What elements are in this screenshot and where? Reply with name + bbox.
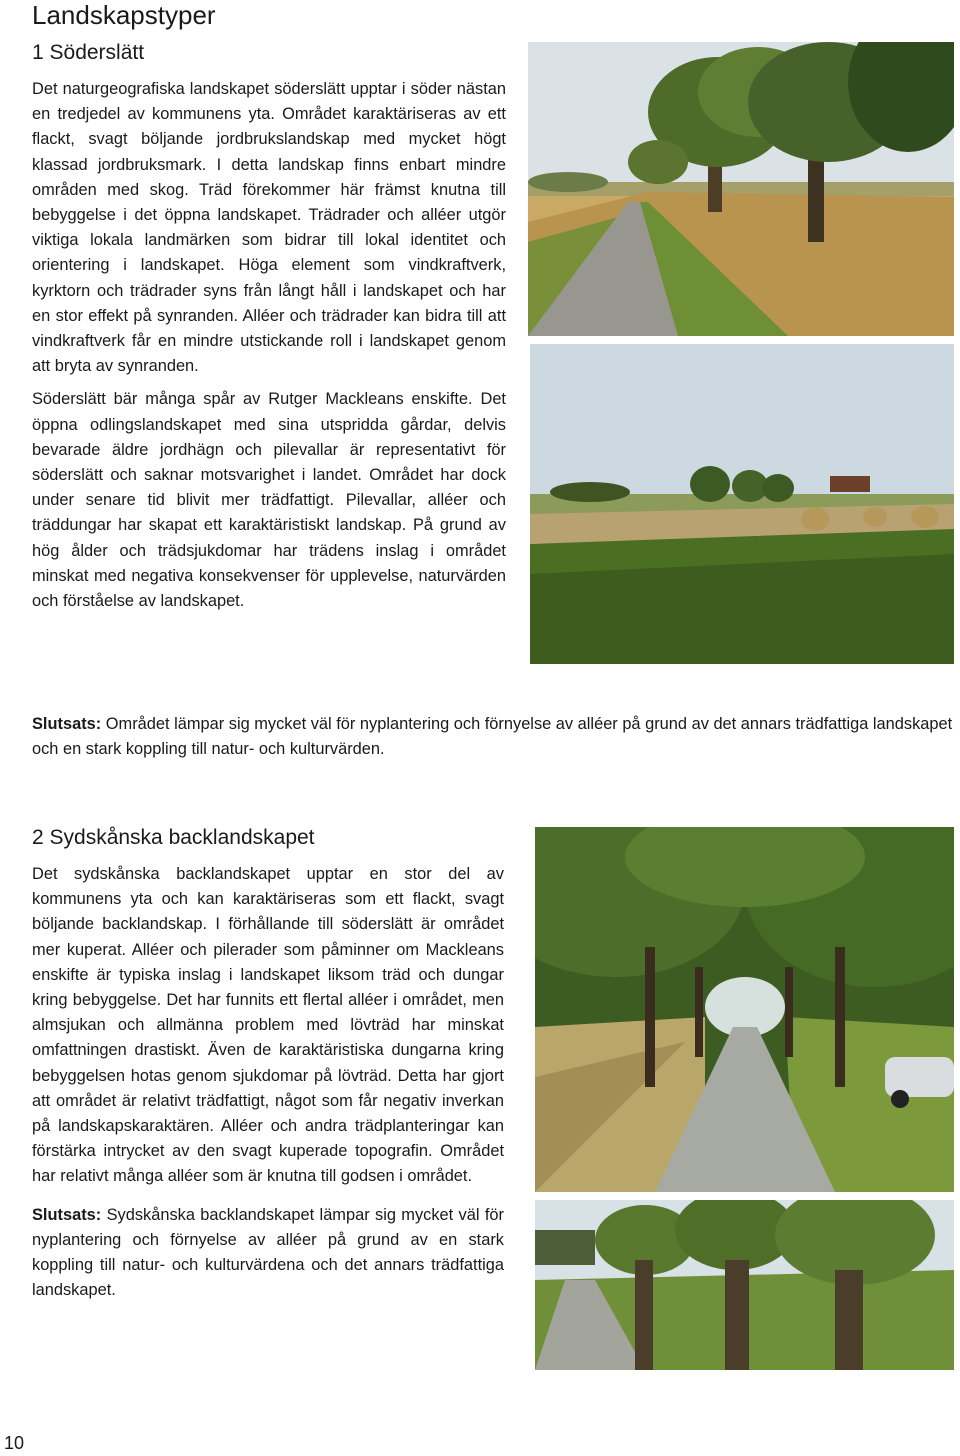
section-2-conclusion [32, 1203, 504, 1304]
section-2-conclusion-label: Slutsats: [32, 1205, 102, 1224]
field-hay-bales-photo [530, 344, 954, 664]
tree-avenue-photo [535, 827, 954, 1192]
willow-lined-road-photo [528, 42, 954, 336]
section-1-paragraph-1: Det naturgeografiska landskapet söderslätt upptar i söder nästan en tredjedel av kommunens yta. Området karaktäriseras av ett flackt, svagt böljande jordbrukslandskap med mycket högt klassad jordbruksmark. I detta landskap finns enbart mindre områden med skog. Träd förekommer här främst knutna till bebyggelse i det öppna landskapet. Trädrader och alléer utgör viktiga lokala landmärken som bidrar till lokal identitet och orientering i landskapet. Höga element som vindkraftverk, kyrktorn och trädrader syns från långt håll i landskapet och har en stor effekt på synranden. Alléer och trädrader kan bidra till att vindkraftverk får en mindre utstickande roll i landskapet genom att bryta av synranden. [32, 80, 506, 376]
section-1-conclusion [32, 712, 956, 762]
pollarded-willows-road-photo [535, 1200, 954, 1370]
section-2-heading: 2 Sydskånska backlandskapet [32, 826, 315, 849]
section-2-body [32, 862, 504, 1303]
section-1-conclusion-text: Området lämpar sig mycket väl för nyplantering och förnyelse av alléer på grund av det annars trädfattiga landskapet och en stark koppling till natur- och kulturvärden. [32, 715, 953, 759]
page-number: 10 [4, 1433, 25, 1453]
section-1-heading: 1 Söderslätt [32, 41, 145, 64]
section-1-paragraph-2: Söderslätt bär många spår av Rutger Mackleans enskifte. Det öppna odlingslandskapet med sina utspridda gårdar, delvis bevarade äldre jordhägn och pilevallar är representativt för söderslätt och saknar motsvarighet i landet. Området har dock under senare tid blivit mer trädfattigt. Pilevallar, alléer och träddungar har skapat ett karaktäristiskt landskap. På grund av hög ålder och trädsjukdomar har trädens inslag i området minskat med negativa konsekvenser för upplevelse, naturvärden och förståelse av landskapet. [32, 390, 506, 611]
page-title: Landskapstyper [32, 0, 216, 30]
section-2-conclusion-text: Sydskånska backlandskapet lämpar sig mycket väl för nyplantering och förnyelse av alléer på grund av en stark koppling till natur- och kulturvärdena och det annars trädfattiga landskapet. [32, 1205, 504, 1300]
section-1-body [32, 77, 506, 614]
section-1-conclusion-label: Slutsats: [32, 715, 102, 733]
section-2-paragraph-1: Det sydskånska backlandskapet upptar en stor del av kommunens yta och kan karaktäriseras som ett flackt, svagt böljande backlandskap. I förhållande till söderslätt är området mer kuperat. Alléer och pilerader som påminner om Mackleans enskifte är typiska inslag i landskapet liksom träd och dungar kring bebyggelse. Det har funnits ett flertal alléer i området, men almsjukan och allmänna problem med lövträd har minskat omfattningen drastiskt. Även de karaktäristiska dungarna kring bebyggelsen hotas genom sjukdomar på lövträd. Detta har gjort att området är relativt trädfattigt, något som får negativ inverkan på landskapskaraktären. Alléer och andra trädplanteringar kan förstärka intrycket av den svagt kuperade topografin. Området har relativt många alléer som är knutna till godsen i området. [32, 865, 504, 1186]
